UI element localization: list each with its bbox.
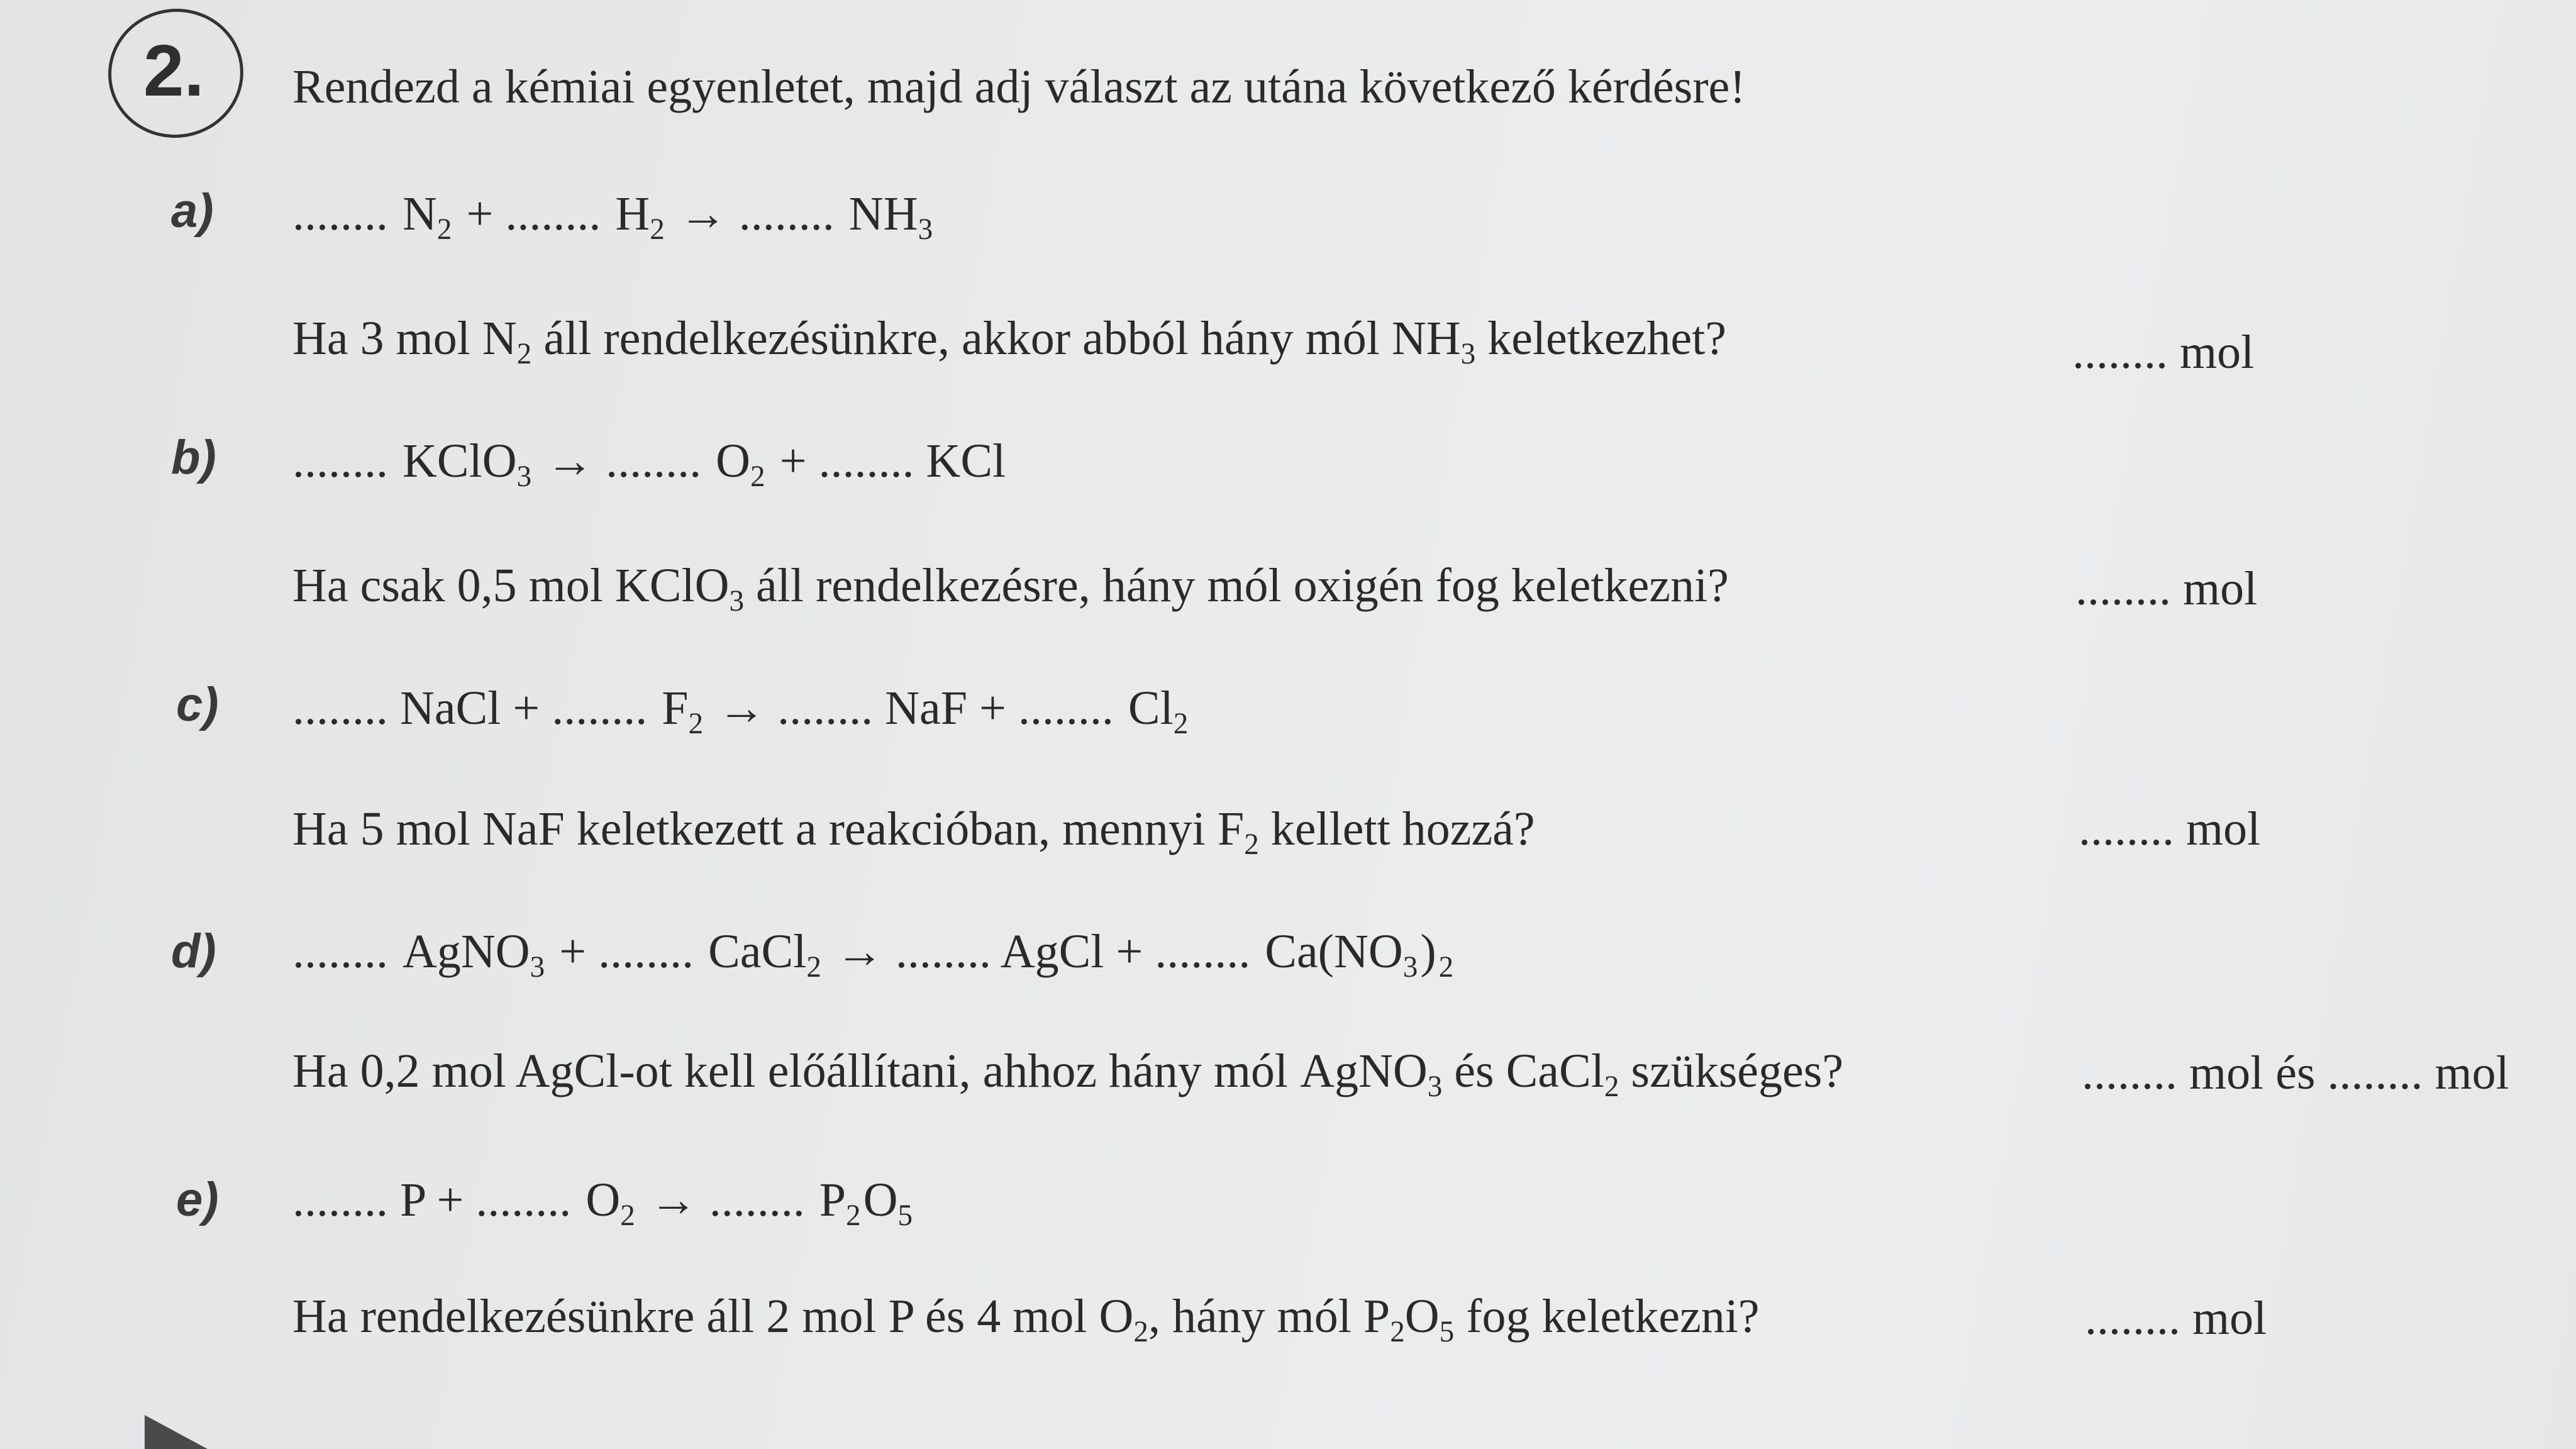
item-e-question <box>292 1290 1760 1349</box>
item-c-question <box>292 802 1535 862</box>
item-a-label: a) <box>171 184 214 238</box>
formula-subscript: 3 <box>1402 951 1418 984</box>
chemical-formula: $O_5$ <box>863 1174 913 1233</box>
formula-subscript: 2 <box>516 338 532 371</box>
formula-subscript: 3 <box>530 951 545 984</box>
formula-subscript: 3 <box>918 213 933 247</box>
formula-subscript: 3 <box>729 585 745 618</box>
formula-subscript: 2 <box>1133 1316 1148 1349</box>
text-segment: és <box>1442 1045 1506 1097</box>
formula-subscript: 5 <box>1439 1316 1455 1349</box>
text-segment: → ........ <box>637 1174 817 1226</box>
chemical-formula: AgNO$_3$ <box>1300 1045 1443 1104</box>
text-segment: + ........ <box>454 187 613 240</box>
item-e-answer-blank: ........ mol <box>2085 1292 2267 1345</box>
chemical-formula: $NH_3$ <box>1391 312 1476 371</box>
chemical-formula: $O_2$ <box>586 1174 635 1233</box>
corner-shadow <box>145 1415 208 1449</box>
item-a-equation <box>292 187 935 247</box>
formula-subscript: 2 <box>650 213 665 247</box>
chemical-formula: CaCl$_2$ <box>708 925 821 984</box>
item-b-label: b) <box>171 431 216 484</box>
chemical-formula: $Ca(NO_3$ <box>1265 925 1418 984</box>
chemical-formula <box>1438 928 1454 984</box>
formula-subscript: 2 <box>1173 708 1189 741</box>
chemical-formula: CaCl$_2$ <box>1506 1045 1619 1104</box>
item-a-answer-blank: ........ mol <box>2072 326 2255 379</box>
text-segment: → ........ AgCl + ........ <box>823 925 1263 978</box>
text-segment: fog keletkezni? <box>1454 1290 1760 1343</box>
formula-subscript: 5 <box>897 1199 913 1233</box>
text-segment: + ........ KCl <box>767 435 1006 487</box>
chemical-formula: $P_2$ <box>1363 1290 1405 1349</box>
text-segment: Ha 5 mol NaF keletkezett a reakcióban, mennyi <box>292 802 1218 855</box>
chemical-formula: $N_2$ <box>402 187 452 247</box>
text-segment: → ........ <box>667 187 847 240</box>
text-segment: ........ NaCl + ........ <box>292 682 660 735</box>
chemical-formula: $H_2$ <box>615 187 665 247</box>
text-segment: + ........ <box>547 925 706 978</box>
text-segment: ........ <box>292 435 400 487</box>
item-b-answer-blank: ........ mol <box>2075 562 2258 615</box>
chemical-formula: KClO$_3$ <box>402 435 532 494</box>
item-d-answer-blank: ........ mol és ........ mol <box>2082 1046 2509 1099</box>
text-segment: → ........ NaF + ........ <box>706 682 1126 735</box>
item-d-label: d) <box>171 924 216 978</box>
text-segment: áll rendelkezésre, hány mól oxigén fog keletkezni? <box>744 559 1729 612</box>
text-segment: ........ P + ........ <box>292 1174 584 1226</box>
item-d-question <box>292 1045 1844 1104</box>
formula-subscript: 2 <box>806 951 821 984</box>
item-e-equation <box>292 1174 915 1233</box>
text-segment: Ha 0,2 mol AgCl-ot kell előállítani, ahhoz hány mól <box>292 1045 1301 1097</box>
chemical-formula: $N_2$ <box>482 312 532 371</box>
text-segment: szükséges? <box>1619 1045 1844 1097</box>
chemical-formula: $O_5$ <box>1404 1290 1455 1349</box>
item-b-equation <box>292 435 1008 494</box>
formula-subscript: 2 <box>1604 1070 1619 1104</box>
formula-subscript: 2 <box>846 1199 861 1233</box>
formula-subscript: 2 <box>1438 951 1454 984</box>
item-d-equation <box>292 925 1456 984</box>
formula-subscript: 2 <box>688 708 704 741</box>
chemical-formula: AgNO$_3$ <box>402 925 545 984</box>
text-segment: ........ <box>292 187 400 240</box>
item-a-question <box>292 312 1726 371</box>
item-e-label: e) <box>176 1173 219 1226</box>
formula-subscript: 2 <box>750 460 765 494</box>
text-segment: → ........ <box>534 435 714 487</box>
formula-subscript: 2 <box>1244 828 1259 862</box>
chemical-formula: $NH_3$ <box>848 187 933 247</box>
formula-subscript: 2 <box>1390 1316 1405 1349</box>
text-segment: Ha rendelkezésünkre áll 2 mol P és 4 mol <box>292 1290 1099 1343</box>
chemical-formula: $F_2$ <box>1217 802 1259 862</box>
text-segment: keletkezhet? <box>1475 312 1726 365</box>
formula-subscript: 3 <box>1460 338 1476 371</box>
text-segment: Ha 3 mol <box>292 312 482 365</box>
text-segment: Ha csak 0,5 mol <box>292 559 615 612</box>
item-c-answer-blank: ........ mol <box>2079 802 2261 855</box>
item-b-question <box>292 559 1729 618</box>
chemical-formula: $O_2$ <box>1099 1290 1148 1349</box>
chemical-formula: $O_2$ <box>716 435 765 494</box>
text-segment: kellett hozzá? <box>1258 802 1535 855</box>
text-segment: áll rendelkezésünkre, akkor abból hány mól <box>531 312 1392 365</box>
chemical-formula: $F_2$ <box>662 682 704 741</box>
chemical-formula: $P_2$ <box>819 1174 861 1233</box>
chemical-formula: $Cl_2$ <box>1128 682 1189 741</box>
formula-subscript: 2 <box>436 213 452 247</box>
item-c-label: c) <box>176 678 219 731</box>
task-number: 2. <box>143 30 204 111</box>
text-segment: , hány mól <box>1148 1290 1363 1343</box>
text-segment: ........ <box>292 925 400 978</box>
text-segment: ) <box>1420 925 1436 978</box>
formula-subscript: 3 <box>1427 1070 1443 1104</box>
task-instruction: Rendezd a kémiai egyenletet, majd adj választ az utána következő kérdésre! <box>292 60 1746 113</box>
formula-subscript: 2 <box>620 1199 635 1233</box>
chemical-formula: KClO$_3$ <box>614 559 745 618</box>
item-c-equation <box>292 682 1191 741</box>
formula-subscript: 3 <box>516 460 532 494</box>
